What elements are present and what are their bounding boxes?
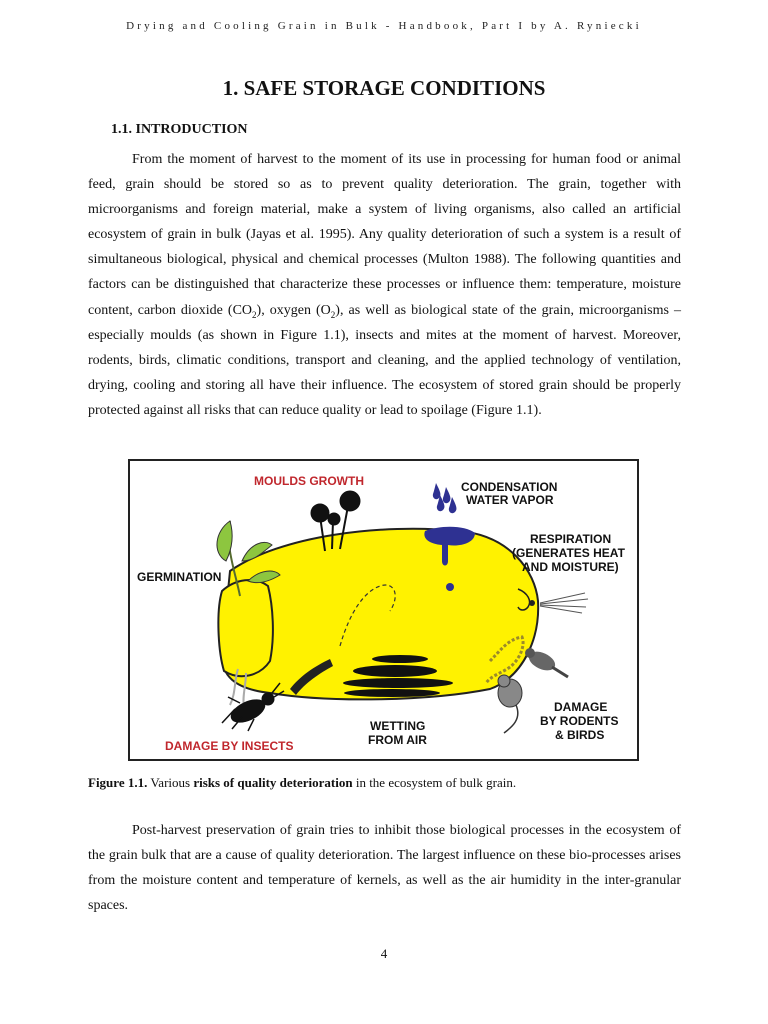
intro-text-part2: ), oxygen (O <box>256 302 331 318</box>
water-droplets-icon <box>433 483 457 513</box>
intro-text-part1: From the moment of harvest to the moment of its use in processing for human food or animal feed, grain should be stored so as to prevent quality deterioration. The grain, together with microorganisms and foreign material, make a system of living organisms, also called an artificial ecosystem of grain in bulk (Jayas et al. 1995). Any quality deterioration of such a system is a result of simultaneous biological, physical and chemical processes (Multon 1988). The following quantities and factors can be distinguished that characterize these processes or influence them: temperature, moisture content, carbon dioxide (CO <box>88 152 681 318</box>
label-by-rodents: BY RODENTS <box>540 714 619 728</box>
grain-face-mouth <box>529 600 535 606</box>
rodent-icon <box>498 675 522 733</box>
intro-text-part3: ), as well as biological state of the grain, microorganisms – especially moulds (as shown in Figure 1.1), insects and mites at the moment of harvest. Moreover, rodents, birds, climatic conditions, transport and cleaning, and the applied technology of ventilation, drying, cooling and storing all have their influence. The ecosystem of stored grain should be properly protected against all risks that can reduce quality or lead to spoilage (Figure 1.1). <box>88 302 681 418</box>
bird-icon <box>525 648 568 677</box>
label-from-air: FROM AIR <box>368 733 427 747</box>
label-damage: DAMAGE <box>554 700 608 714</box>
label-water-vapor: WATER VAPOR <box>466 493 554 507</box>
caption-label: Figure 1.1. <box>88 775 148 790</box>
chapter-title: 1. SAFE STORAGE CONDITIONS <box>222 76 546 100</box>
label-moulds-growth: MOULDS GROWTH <box>254 474 364 488</box>
label-wetting: WETTING <box>370 719 426 733</box>
label-germination: GERMINATION <box>137 570 222 584</box>
co2-subscript: 2 <box>252 309 257 320</box>
caption-bold: risks of quality deterioration <box>193 775 353 790</box>
page-number: 4 <box>380 946 388 961</box>
caption-text-before: Various <box>147 775 194 790</box>
section-title: 1.1. INTRODUCTION <box>111 122 248 137</box>
label-condensation: CONDENSATION <box>461 480 558 494</box>
respiration-breath <box>540 593 588 613</box>
label-generates-heat: (GENERATES HEAT <box>512 546 625 560</box>
o2-subscript: 2 <box>330 309 336 320</box>
label-and-moisture: AND MOISTURE) <box>522 560 619 574</box>
label-and-birds: & BIRDS <box>555 728 605 742</box>
water-drop-falling <box>446 583 454 591</box>
label-respiration: RESPIRATION <box>530 532 612 546</box>
label-damage-by-insects: DAMAGE BY INSECTS <box>165 739 294 753</box>
intro-paragraph <box>88 147 681 423</box>
figure-grain-ecosystem <box>128 459 639 761</box>
grain-ecosystem-illustration <box>130 461 637 759</box>
preservation-paragraph: Post-harvest preservation of grain tries to inhibit those biological processes in the ecosystem of the grain bulk that are a cause of quality deterioration. The largest influence on these bio-processes arises from the moisture content and temperature of kernels, as well as the air humidity in the inter-granular spaces. <box>88 823 681 914</box>
figure-caption <box>88 775 681 791</box>
grain-germ-end <box>218 580 273 676</box>
running-header: Drying and Cooling Grain in Bulk - Handbook, Part I by A. Ryniecki <box>126 20 642 32</box>
caption-text-after: in the ecosystem of bulk grain. <box>352 775 517 790</box>
